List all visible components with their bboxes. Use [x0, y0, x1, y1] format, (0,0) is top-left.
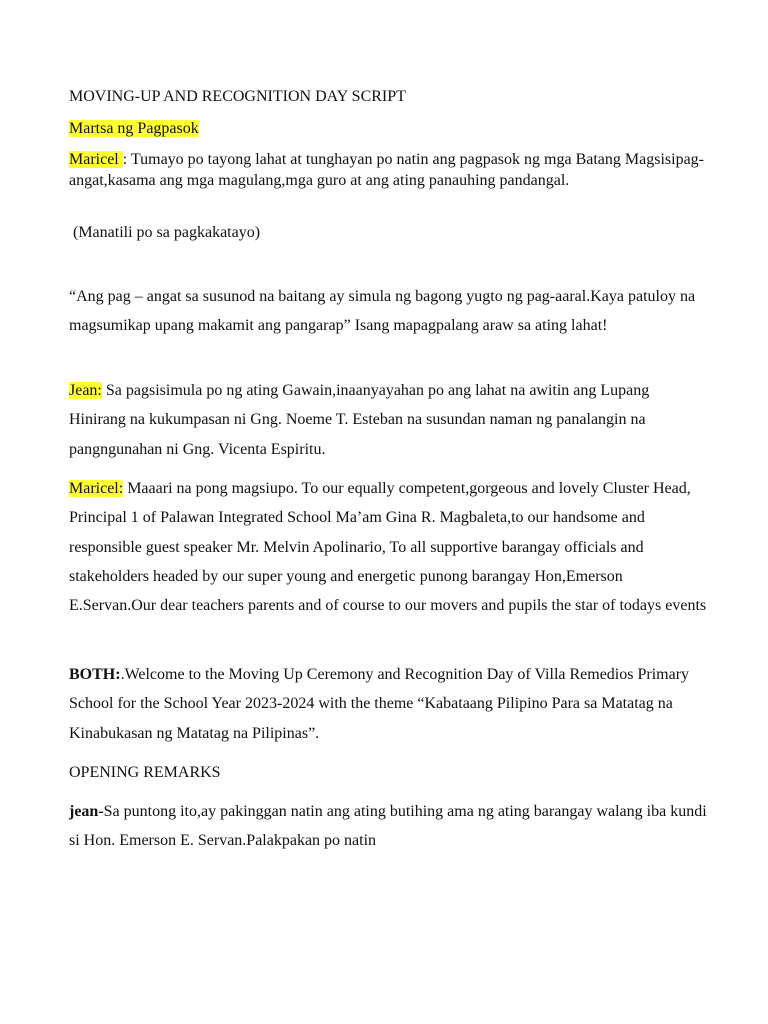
speaker-maricel: Maricel — [69, 151, 123, 168]
paragraph-text: Maaari na pong magsiupo. To our equally competent,gorgeous and lovely Cluster Head, Principal 1 of Palawan Integrated School Ma’am Gina R. Magbaleta,to our handsome and responsible guest speaker Mr. Melvin Apolinario, To all supportive barangay officials and stakeholders headed by our super young and energetic punong barangay Hon,Emerson E.Servan.Our dear teachers parents and of course to our movers and pupils the star of todays events — [69, 480, 707, 615]
paragraph-text: Sa puntong ito,ay pakinggan natin ang ating butihing ama ng ating barangay walang iba kundi si Hon. Emerson E. Servan.Palakpakan po natin — [69, 803, 707, 850]
paragraph-maricel-intro — [69, 149, 709, 191]
paragraph-text: .Welcome to the Moving Up Ceremony and Recognition Day of Villa Remedios Primary School for the School Year 2023-2024 with the theme “Kabataang Pilipino Para sa Matatag na Kinabukasan ng Matatag na Pilipinas”. — [69, 666, 690, 742]
quote-paragraph: “Ang pag – angat sa susunod na baitang ay simula ng bagong yugto ng pag-aaral.Kaya patuloy na magsumikap upang makamit ang pangarap” Isang mapagpalang araw sa ating lahat! — [69, 288, 696, 335]
paragraph-text: Sa pagsisimula po ng ating Gawain,inaanyayahan po ang lahat na awitin ang Lupang Hinirang na kukumpasan ni Gng. Noeme T. Esteban na susundan naman ng panalangin na pangngunahan ni Gng. Vicenta Espiritu. — [69, 382, 650, 458]
march-heading — [69, 118, 709, 140]
speaker-jean: Jean: — [69, 382, 102, 399]
page-title: MOVING-UP AND RECOGNITION DAY SCRIPT — [69, 88, 406, 105]
stage-note: (Manatili po sa pagkakatayo) — [73, 224, 261, 241]
paragraph-maricel-welcome — [69, 474, 709, 620]
speaker-both: BOTH: — [69, 666, 121, 683]
paragraph-both-welcome — [69, 660, 709, 748]
section-heading-opening-remarks: OPENING REMARKS — [69, 764, 221, 781]
march-label: Martsa ng Pagpasok — [69, 120, 199, 137]
paragraph-jean-opening — [69, 797, 709, 856]
speaker-maricel: Maricel: — [69, 480, 124, 497]
paragraph-jean-anthem — [69, 376, 709, 464]
paragraph-text: : Tumayo po tayong lahat at tunghayan po natin ang pagpasok ng mga Batang Magsisipag-angat,kasama ang mga magulang,mga guro at ang ating panauhing pandangal. — [69, 151, 704, 189]
speaker-jean: jean- — [69, 803, 104, 820]
